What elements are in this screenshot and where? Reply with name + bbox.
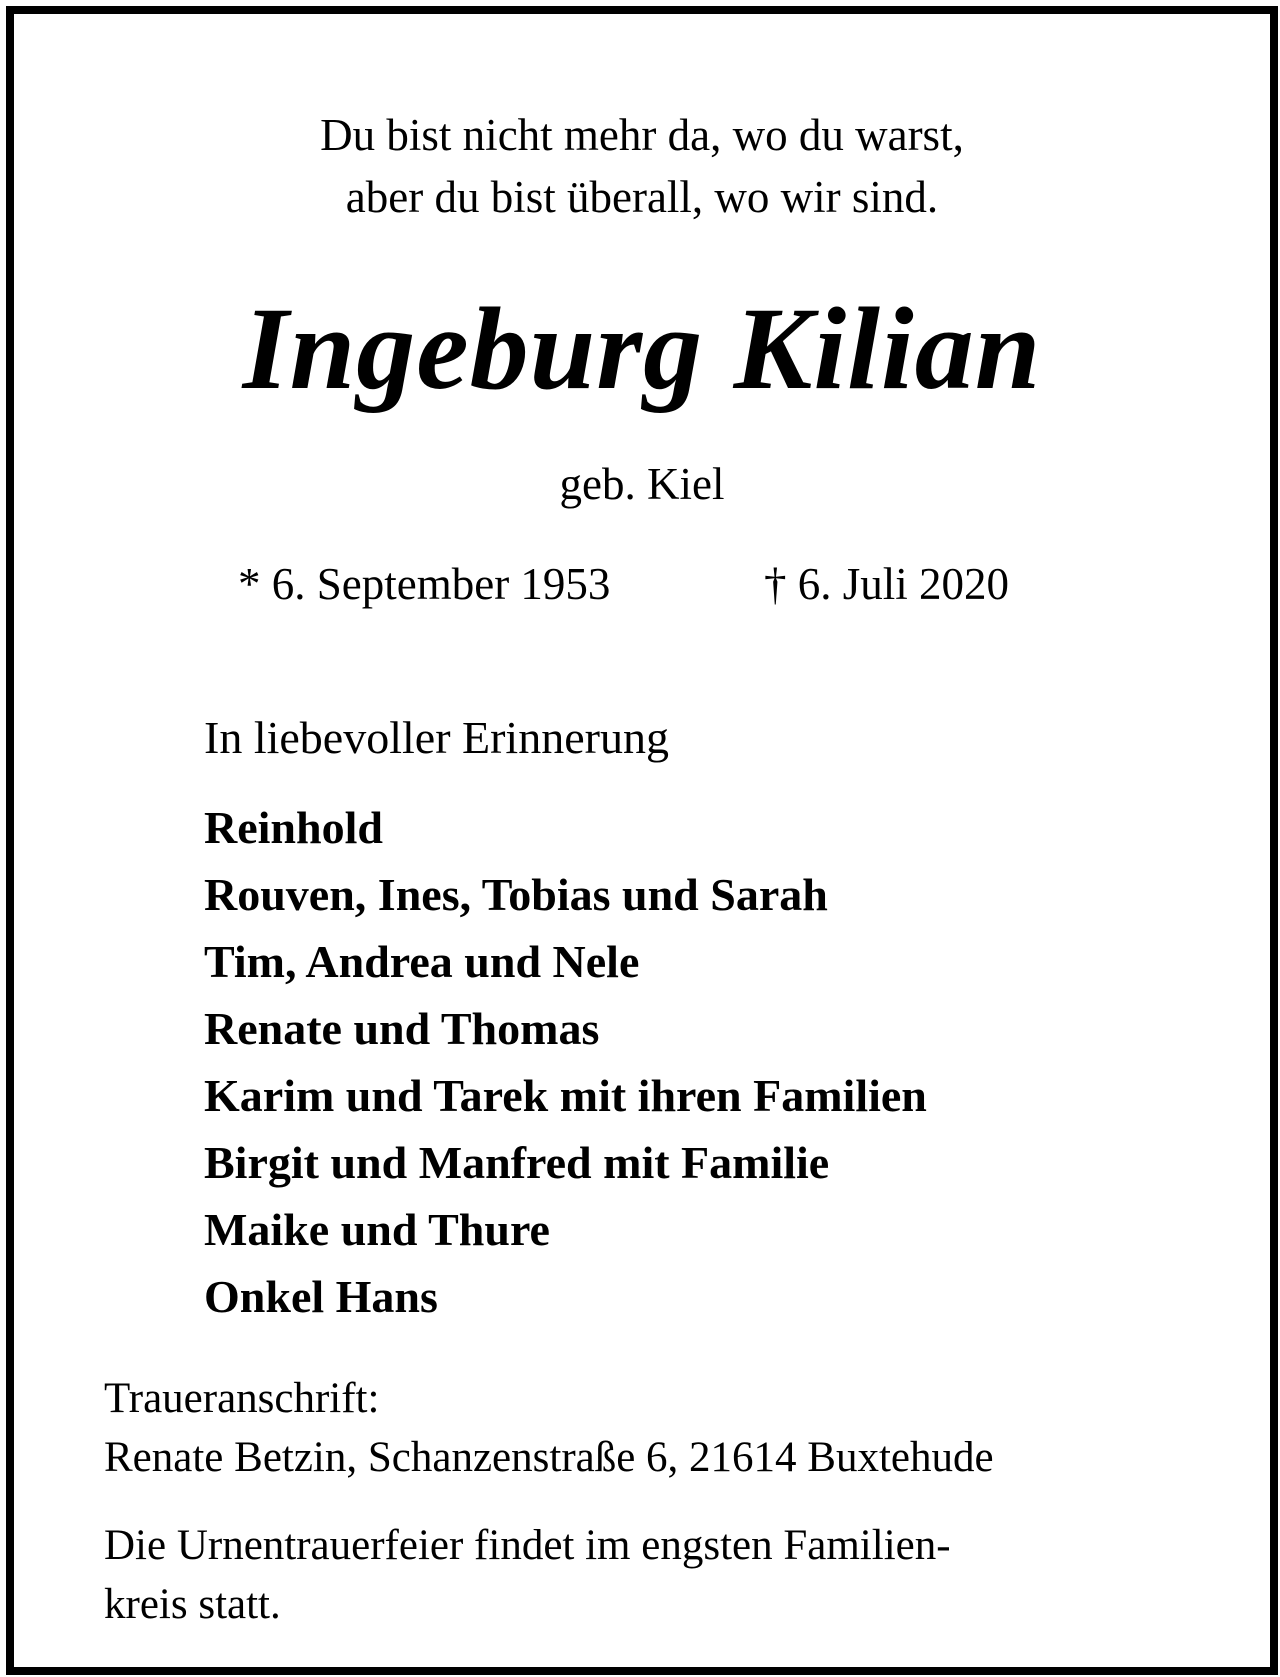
mourner-item: Tim, Andrea und Nele [204,936,640,987]
birth-name: geb. Kiel [559,459,725,509]
mourner-item: Onkel Hans [204,1271,438,1322]
mourner-item: Maike und Thure [204,1204,550,1255]
mourning-address [104,1369,994,1487]
death-date: † 6. Juli 2020 [764,559,1010,609]
mourner-item: Renate und Thomas [204,1003,600,1054]
ceremony-line-1: Die Urnentrauerfeier findet im engsten Familien- [104,1522,951,1569]
obituary-frame [6,6,1278,1675]
ceremony-notice [104,1516,951,1634]
mourner-item: Rouven, Ines, Tobias und Sarah [204,869,828,920]
address-label: Traueranschrift: [104,1375,380,1422]
motto-line-1: Du bist nicht mehr da, wo du warst, [320,110,964,160]
deceased-name: Ingeburg Kilian [242,283,1042,414]
address-value: Renate Betzin, Schanzenstraße 6, 21614 Buxtehude [104,1434,994,1481]
motto-line-2: aber du bist überall, wo wir sind. [345,172,939,222]
obituary-content [14,14,1270,1667]
mourner-item: Birgit und Manfred mit Familie [204,1137,830,1188]
motto-quote [14,104,1270,228]
birth-date: * 6. September 1953 [238,559,611,609]
mourner-item: Karim und Tarek mit ihren Familien [204,1070,927,1121]
memory-text: In liebevoller Erinnerung [204,712,669,763]
ceremony-line-2: kreis statt. [104,1581,281,1628]
mourner-item: Reinhold [204,802,383,853]
mourners-list [204,794,927,1330]
